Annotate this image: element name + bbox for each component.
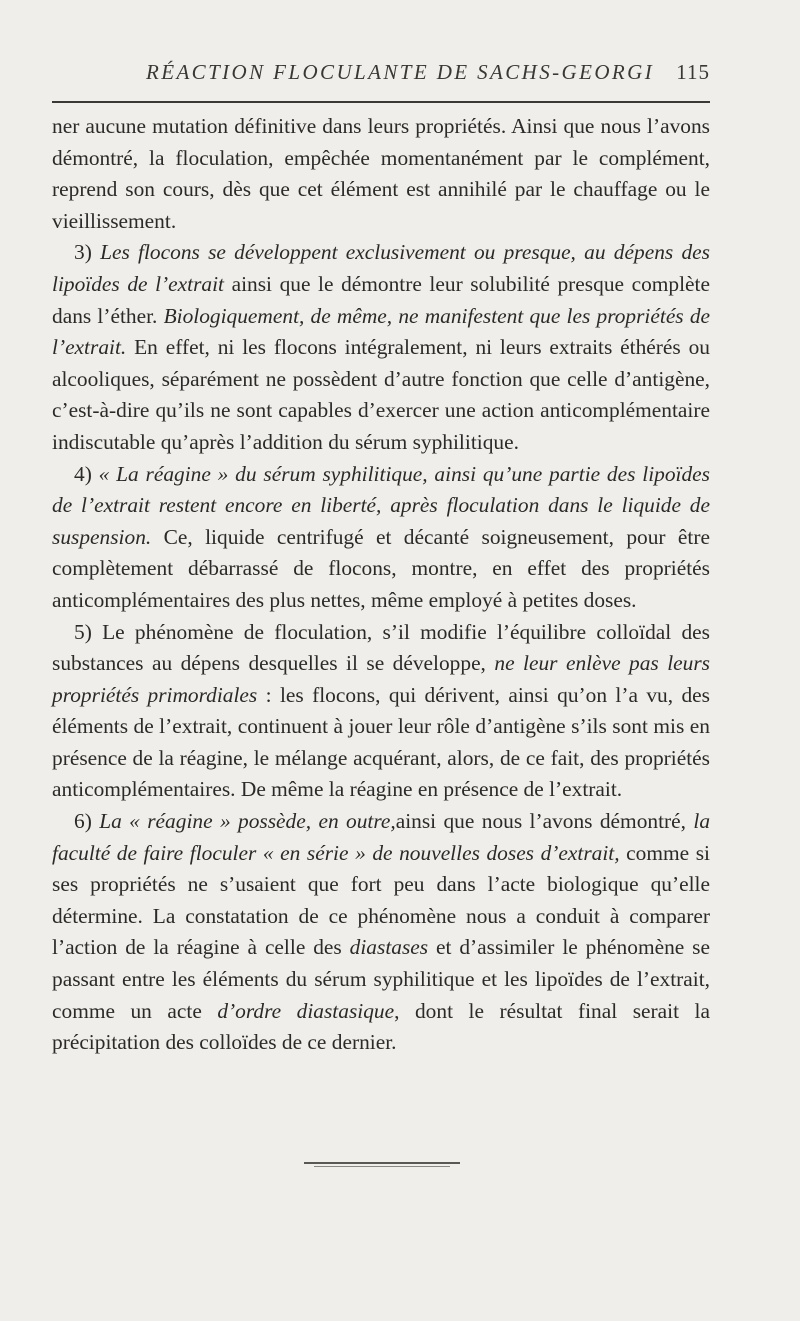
running-title: RÉACTION FLOCULANTE DE SACHS-GEORGI bbox=[146, 60, 655, 84]
text-segment: ner aucune mutation définitive dans leurs propriétés. Ainsi que nous l’avons démontré, la floculation, empêchée momentanément par le complément, reprend son cours, dès que cet élément est annihilé par le chauffage ou le vieillissement. bbox=[52, 114, 710, 233]
end-rule bbox=[304, 1162, 460, 1164]
text-segment: comme si ses propriétés ne s’usaient que fort peu dans l’acte biologique qu’elle détermine. La constatation de ce phénomène nous a conduit à comparer l’action de la réagine à celle des bbox=[52, 840, 710, 960]
paragraph bbox=[52, 806, 710, 1059]
text-segment: ainsi que le démontre leur solubilité presque complète dans l’éther. bbox=[52, 271, 710, 328]
text-segment: ainsi que nous l’avons démontré, bbox=[395, 809, 694, 834]
paragraph bbox=[52, 459, 710, 617]
text-segment: Ce, liquide centrifugé et décanté soigneusement, pour être complètement débarrassé de flocons, montre, en effet des propriétés anticomplémentaires des plus nettes, même employé à petites doses. bbox=[52, 524, 710, 612]
running-head bbox=[52, 60, 710, 90]
italic-segment: d’ordre diastasique bbox=[217, 998, 395, 1023]
text-segment: , dont le résultat final serait la précipitation des colloïdes de ce dernier. bbox=[52, 998, 710, 1055]
end-rule-thin bbox=[314, 1166, 450, 1167]
italic-segment: diastases bbox=[349, 935, 429, 960]
paragraph bbox=[52, 237, 710, 458]
header-rule bbox=[52, 101, 710, 103]
body-text bbox=[52, 111, 710, 1059]
italic-segment: « La réagine » du sérum syphilitique, ainsi qu’une partie des lipoïdes de l’extrait restent encore en liberté, après floculation dans le liquide de suspension. bbox=[52, 461, 710, 549]
text-segment: 5) Le phénomène de floculation, s’il modifie l’équilibre colloïdal des substances au dépens desquelles il se développe, bbox=[52, 619, 710, 676]
paragraph bbox=[52, 617, 710, 807]
italic-segment: Biologiquement, de même, ne manifestent que les propriétés de l’extrait. bbox=[52, 303, 711, 360]
paragraph bbox=[52, 111, 710, 237]
page-number: 115 bbox=[676, 60, 710, 84]
italic-segment: La « réagine » possède, en outre, bbox=[99, 809, 396, 834]
italic-segment: ne leur enlève pas leurs propriétés primordiales bbox=[52, 651, 710, 707]
text-segment: 3) bbox=[74, 240, 101, 265]
text-segment: : les flocons, qui dérivent, ainsi qu’on l’a vu, des éléments de l’extrait, continuent à jouer leur rôle d’antigène s’ils sont mis en présence de la réagine, le mélange acquérant, alors, de ce fait, des propriétés anticomplémentaires. De même la réagine en présence de l’extrait. bbox=[52, 682, 711, 802]
italic-segment: Les flocons se développent exclusivement ou presque, au dépens des lipoïdes de l’extrait bbox=[52, 240, 710, 296]
text-segment: et d’assimiler le phénomène se passant entre les éléments du sérum syphilitique et les lipoïdes de l’extrait, comme un acte bbox=[52, 935, 710, 1023]
text-segment: 6) bbox=[74, 809, 100, 834]
italic-segment: la faculté de faire floculer « en série » de nouvelles doses d’extrait, bbox=[52, 809, 711, 865]
text-segment: 4) bbox=[74, 461, 99, 486]
book-page bbox=[52, 0, 710, 1321]
text-segment: En effet, ni les flocons intégralement, ni leurs extraits éthérés ou alcooliques, séparément ne possèdent d’autre fonction que celle d’antigène, c’est-à-dire qu’ils ne sont capables d’exercer une action anticomplémentaire indiscutable qu’après l’addition du sérum syphilitique. bbox=[52, 335, 710, 454]
